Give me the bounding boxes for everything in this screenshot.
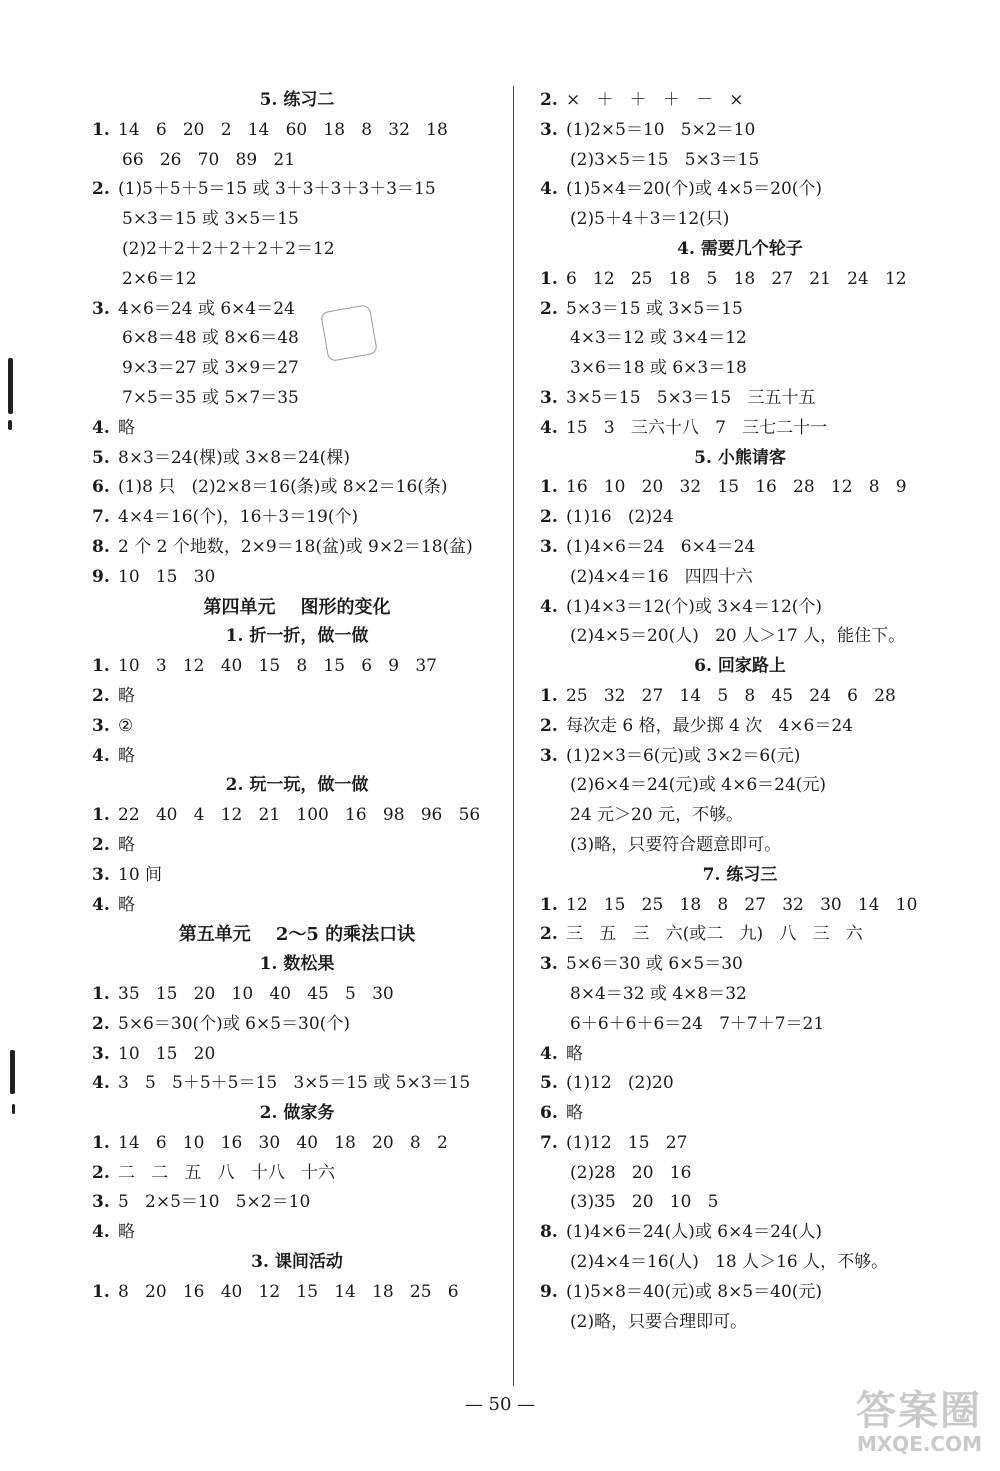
answer-item	[92, 533, 502, 563]
item-answer-text: 每次走 6 格，最少掷 4 次 4×6＝24	[566, 715, 853, 736]
answer-item	[92, 414, 502, 444]
answer-item	[92, 980, 502, 1010]
section-heading: 1. 折一折，做一做	[225, 626, 369, 647]
item-number: 1.	[92, 119, 110, 140]
answer-continuation: 6×8＝48 或 8×6＝48	[122, 328, 299, 349]
item-answer-text: 略	[118, 685, 135, 706]
item-number: 9.	[540, 1281, 558, 1302]
item-number: 4.	[92, 745, 110, 766]
answer-item	[92, 712, 502, 742]
answer-item	[540, 1069, 940, 1099]
item-number: 2.	[540, 924, 558, 945]
column-divider	[513, 86, 514, 1386]
answer-item	[92, 1278, 502, 1308]
scan-mark	[10, 1050, 15, 1094]
answer-item	[540, 473, 940, 503]
item-answer-text: (1)5×4＝20(个)或 4×5＝20(个)	[566, 179, 823, 200]
section-heading: 2. 玩一玩，做一做	[225, 775, 369, 796]
unit-heading: 第五单元 2～5 的乘法口诀	[178, 924, 416, 946]
item-answer-text: 12 15 25 18 8 27 32 30 14 10	[566, 894, 918, 915]
item-number: 3.	[540, 536, 558, 557]
item-number: 2.	[92, 685, 110, 706]
answer-continuation: 7×5＝35 或 5×7＝35	[122, 387, 299, 408]
answer-item	[92, 1218, 502, 1248]
item-number: 3.	[92, 298, 110, 319]
item-number: 3.	[540, 745, 558, 766]
item-number: 3.	[92, 864, 110, 885]
answer-item	[92, 473, 502, 503]
answer-item	[92, 1040, 502, 1070]
item-number: 2.	[540, 715, 558, 736]
item-answer-text: 5×6＝30 或 6×5＝30	[566, 954, 743, 975]
answer-item	[92, 563, 502, 593]
item-answer-text: (1)2×3＝6(元)或 3×2＝6(元)	[566, 745, 801, 766]
item-number: 6.	[92, 477, 110, 498]
answer-continuation: (3)35 20 10 5	[570, 1192, 719, 1213]
stamp-seal-image	[320, 304, 378, 362]
answer-item	[92, 1010, 502, 1040]
answer-item	[92, 1129, 502, 1159]
item-number: 4.	[92, 894, 110, 915]
answer-continuation: (2)4×5＝20(人) 20 人＞17 人，能住下。	[570, 626, 906, 647]
answer-continuation: 2×6＝12	[122, 268, 197, 289]
left-column	[92, 86, 502, 1308]
answer-continuation: 4×3＝12 或 3×4＝12	[570, 328, 747, 349]
answer-item	[92, 503, 502, 533]
item-number: 4.	[92, 1073, 110, 1094]
item-number: 1.	[540, 268, 558, 289]
item-answer-text: 8×3＝24(棵)或 3×8＝24(棵)	[118, 447, 350, 468]
answer-continuation: 3×6＝18 或 6×3＝18	[570, 358, 747, 379]
item-answer-text: 10 3 12 40 15 8 15 6 9 37	[118, 656, 437, 677]
item-answer-text: (1)8 只 (2)2×8＝16(条)或 8×2＝16(条)	[118, 477, 448, 498]
item-number: 3.	[92, 715, 110, 736]
scan-mark	[12, 1104, 15, 1114]
item-number: 3.	[92, 1043, 110, 1064]
item-number: 3.	[540, 387, 558, 408]
item-number: 2.	[92, 179, 110, 200]
item-answer-text: 8 20 16 40 12 15 14 18 25 6	[118, 1281, 459, 1302]
item-answer-text: (1)4×6＝24 6×4＝24	[566, 536, 756, 557]
watermark-logo	[812, 1389, 982, 1455]
item-number: 4.	[92, 417, 110, 438]
answer-item	[92, 831, 502, 861]
page-number: — 50 —	[464, 1394, 536, 1415]
answer-item	[540, 1099, 940, 1129]
item-answer-text: 略	[118, 745, 135, 766]
answer-item	[92, 801, 502, 831]
item-answer-text: ②	[118, 715, 134, 736]
item-answer-text: 22 40 4 12 21 100 16 98 96 56	[118, 805, 481, 826]
item-answer-text: (1)12 (2)20	[566, 1073, 674, 1094]
item-number: 2.	[540, 298, 558, 319]
answer-item	[92, 682, 502, 712]
item-answer-text: 6 12 25 18 5 18 27 21 24 12	[566, 268, 907, 289]
section-heading: 1. 数松果	[259, 954, 335, 975]
item-number: 4.	[92, 1222, 110, 1243]
section-heading: 5. 小熊请客	[694, 447, 786, 468]
item-number: 2.	[540, 90, 558, 110]
item-number: 1.	[540, 477, 558, 498]
item-number: 1.	[92, 1132, 110, 1153]
answer-continuation: 6＋6＋6＋6＝24 7＋7＋7＝21	[570, 1013, 825, 1034]
item-number: 4.	[540, 1043, 558, 1064]
answer-continuation: (2)3×5＝15 5×3＝15	[570, 149, 760, 170]
answer-item	[92, 861, 502, 891]
item-answer-text: (1)5×8＝40(元)或 8×5＝40(元)	[566, 1281, 823, 1302]
answer-item	[540, 86, 940, 116]
item-number: 1.	[92, 983, 110, 1004]
item-number: 9.	[92, 566, 110, 587]
item-answer-text: 5×3＝15 或 3×5＝15	[566, 298, 743, 319]
answer-item	[540, 682, 940, 712]
item-number: 4.	[540, 596, 558, 617]
answer-item	[92, 742, 502, 772]
answer-item	[540, 384, 940, 414]
answer-item	[92, 891, 502, 921]
answer-continuation: 24 元＞20 元，不够。	[570, 805, 744, 826]
item-answer-text: 5 2×5＝10 5×2＝10	[118, 1192, 311, 1213]
item-number: 2.	[92, 1013, 110, 1034]
item-answer-text: 略	[566, 1043, 583, 1064]
right-column	[540, 86, 940, 1337]
answer-item	[540, 265, 940, 295]
answer-item	[540, 593, 940, 623]
item-answer-text: 略	[118, 417, 135, 438]
answer-item	[540, 175, 940, 205]
item-answer-text: (1)5＋5＋5＝15 或 3＋3＋3＋3＋3＝15	[118, 179, 436, 200]
answer-item	[92, 116, 502, 146]
item-number: 1.	[92, 1281, 110, 1302]
item-answer-text: (1)4×6＝24(人)或 6×4＝24(人)	[566, 1222, 823, 1243]
item-number: 5.	[540, 1073, 558, 1094]
item-number: 8.	[92, 536, 110, 557]
answer-item	[92, 295, 502, 325]
answer-continuation: (2)4×4＝16 四四十六	[570, 566, 753, 587]
item-answer-text: × ＋ ＋ ＋ － ×	[566, 90, 744, 110]
item-number: 1.	[540, 894, 558, 915]
item-answer-text: 14 6 10 16 30 40 18 20 8 2	[118, 1132, 448, 1153]
answer-item	[540, 891, 940, 921]
answer-continuation: (2)4×4＝16(人) 18 人＞16 人，不够。	[570, 1252, 889, 1273]
answer-item	[540, 1040, 940, 1070]
item-answer-text: 三 五 三 六(或二 九) 八 三 六	[566, 924, 863, 945]
item-answer-text: 略	[566, 1103, 583, 1124]
item-answer-text: 4×4＝16(个)，16＋3＝19(个)	[118, 507, 359, 528]
item-number: 4.	[540, 417, 558, 438]
item-answer-text: 略	[118, 894, 135, 915]
answer-continuation: (2)28 20 16	[570, 1162, 692, 1183]
answer-continuation: (2)略，只要合理即可。	[570, 1311, 748, 1332]
item-answer-text: 35 15 20 10 40 45 5 30	[118, 983, 394, 1004]
answer-item	[92, 1188, 502, 1218]
answer-item	[540, 414, 940, 444]
answer-item	[540, 295, 940, 325]
item-answer-text: (1)12 15 27	[566, 1132, 688, 1153]
answer-item	[540, 533, 940, 563]
answer-item	[540, 1218, 940, 1248]
item-number: 1.	[92, 656, 110, 677]
item-answer-text: 2 个 2 个地数，2×9＝18(盆)或 9×2＝18(盆)	[118, 536, 473, 557]
item-number: 7.	[92, 507, 110, 528]
answer-item	[540, 742, 940, 772]
item-number: 3.	[92, 1192, 110, 1213]
item-answer-text: 4×6＝24 或 6×4＝24	[118, 298, 295, 319]
item-number: 3.	[540, 954, 558, 975]
section-heading: 5. 练习二	[259, 90, 335, 110]
item-number: 1.	[92, 805, 110, 826]
item-answer-text: 15 3 三六十八 7 三七二十一	[566, 417, 828, 438]
section-heading: 3. 课间活动	[251, 1252, 343, 1273]
answer-continuation: 5×3＝15 或 3×5＝15	[122, 209, 299, 230]
section-heading: 7. 练习三	[702, 864, 778, 885]
answer-item	[92, 652, 502, 682]
answer-continuation: (3)略，只要符合题意即可。	[570, 834, 782, 855]
item-answer-text: 5×6＝30(个)或 6×5＝30(个)	[118, 1013, 350, 1034]
item-answer-text: (1)2×5＝10 5×2＝10	[566, 119, 756, 140]
answer-item	[540, 920, 940, 950]
answer-continuation: (2)5＋4＋3＝12(只)	[570, 209, 730, 230]
answer-item	[92, 444, 502, 474]
watermark-url: MXQE.COM	[856, 1432, 982, 1456]
item-number: 8.	[540, 1222, 558, 1243]
item-answer-text: (1)16 (2)24	[566, 507, 674, 528]
answer-item	[92, 1159, 502, 1189]
section-heading: 6. 回家路上	[694, 656, 786, 677]
answer-item	[540, 1278, 940, 1308]
item-answer-text: 25 32 27 14 5 8 45 24 6 28	[566, 685, 896, 706]
answer-item	[540, 116, 940, 146]
unit-heading: 第四单元 图形的变化	[203, 596, 391, 618]
item-answer-text: 10 间	[118, 864, 163, 885]
item-number: 6.	[540, 1103, 558, 1124]
item-number: 4.	[540, 179, 558, 200]
answer-continuation: 9×3＝27 或 3×9＝27	[122, 358, 299, 379]
item-answer-text: 3×5＝15 5×3＝15 三五十五	[566, 387, 816, 408]
answer-continuation: (2)2＋2＋2＋2＋2＋2＝12	[122, 238, 335, 259]
item-answer-text: 14 6 20 2 14 60 18 8 32 18	[118, 119, 448, 140]
item-number: 5.	[92, 447, 110, 468]
item-answer-text: (1)4×3＝12(个)或 3×4＝12(个)	[566, 596, 823, 617]
item-answer-text: 略	[118, 1222, 135, 1243]
answer-item	[540, 1129, 940, 1159]
watermark-title: 答案圈	[856, 1388, 982, 1434]
item-answer-text: 10 15 30	[118, 566, 216, 587]
item-number: 3.	[540, 119, 558, 140]
item-number: 2.	[92, 1162, 110, 1183]
answer-item	[540, 712, 940, 742]
answer-continuation: 8×4＝32 或 4×8＝32	[570, 983, 747, 1004]
scan-mark	[8, 420, 12, 430]
answer-item	[92, 175, 502, 205]
item-answer-text: 10 15 20	[118, 1043, 216, 1064]
section-heading: 2. 做家务	[259, 1103, 335, 1124]
section-heading: 4. 需要几个轮子	[677, 238, 803, 259]
item-answer-text: 16 10 20 32 15 16 28 12 8 9	[566, 477, 907, 498]
item-answer-text: 略	[118, 834, 135, 855]
item-number: 2.	[540, 507, 558, 528]
answer-continuation: (2)6×4＝24(元)或 4×6＝24(元)	[570, 775, 827, 796]
item-number: 7.	[540, 1132, 558, 1153]
item-answer-text: 3 5 5＋5＋5＝15 3×5＝15 或 5×3＝15	[118, 1073, 471, 1094]
answer-item	[540, 503, 940, 533]
answer-continuation: 66 26 70 89 21	[122, 149, 296, 170]
item-answer-text: 二 二 五 八 十八 十六	[118, 1162, 336, 1183]
item-number: 2.	[92, 834, 110, 855]
answer-item	[540, 950, 940, 980]
scan-mark	[8, 358, 13, 414]
item-number: 1.	[540, 685, 558, 706]
answer-item	[92, 1069, 502, 1099]
